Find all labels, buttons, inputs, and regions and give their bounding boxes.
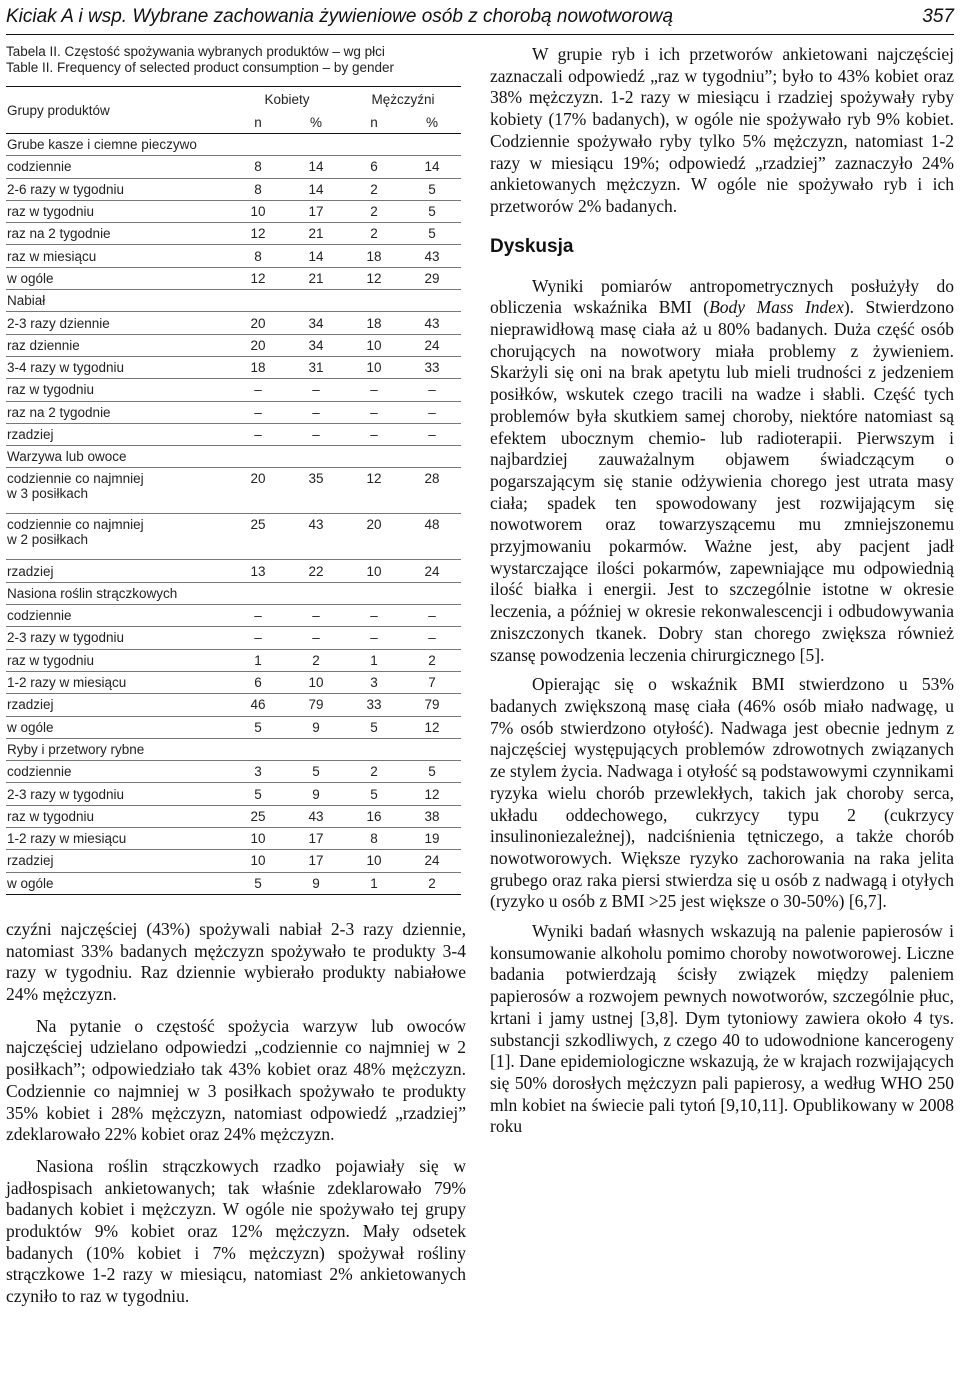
row-label (6, 805, 229, 827)
row-label-line: rzadziej (7, 853, 54, 869)
table-cell: – (370, 382, 378, 398)
table-cell: – (370, 630, 378, 646)
table-cell: 25 (250, 517, 266, 533)
table-row (6, 312, 461, 334)
table-cell: 5 (428, 204, 436, 220)
table-row (6, 423, 461, 445)
women-n-header: n (254, 114, 262, 130)
row-label-line: rzadziej (7, 427, 54, 442)
table-cell: 17 (308, 204, 324, 220)
row-label-line: raz na 2 tygodnie (7, 404, 111, 420)
table-row (6, 156, 461, 178)
table-cell: 33 (366, 697, 382, 713)
table-cell: 17 (308, 831, 324, 847)
table-row (6, 178, 461, 200)
table-cell: – (312, 404, 320, 420)
table-cell: 21 (308, 226, 324, 242)
row-label-line: w ogóle (7, 270, 54, 286)
table-cell: 20 (250, 315, 266, 331)
table-cell: – (312, 630, 320, 646)
table-cell: 10 (250, 853, 266, 869)
row-label (6, 267, 229, 289)
table-cell: 8 (370, 831, 378, 847)
table-cell: 10 (366, 853, 382, 869)
group-row (6, 134, 461, 156)
table-cell: 1 (254, 652, 262, 668)
table-row (6, 761, 461, 783)
row-label-line: codziennie co najmniej (7, 517, 144, 533)
table-cell: 48 (424, 517, 440, 533)
women-header: Kobiety (264, 91, 310, 107)
left-column (6, 44, 466, 1308)
table-row (6, 223, 461, 245)
table-cell: 2 (370, 204, 378, 220)
group-column-header: Grupy produktów (7, 102, 110, 118)
row-label (6, 401, 229, 423)
row-label-line: 2-3 razy w tygodniu (7, 630, 125, 646)
row-label (6, 468, 229, 514)
row-label (6, 223, 229, 245)
row-label (6, 872, 229, 894)
table-cell: 25 (250, 808, 266, 824)
table-cell: 12 (424, 786, 440, 802)
row-label-line: 2-3 razy dziennie (7, 315, 110, 331)
table-cell: 20 (250, 471, 266, 487)
table-cell: 2 (370, 181, 378, 197)
table-cell: 14 (424, 159, 440, 175)
group-title: Warzywa lub owoce (7, 449, 127, 465)
table-cell: 20 (366, 517, 382, 533)
table-cell: 1 (370, 652, 378, 668)
table-row (6, 783, 461, 805)
row-label-line: 2-3 razy w tygodniu (7, 786, 125, 802)
row-label-line: codziennie co najmniej (7, 471, 144, 487)
row-label-line: raz w tygodniu (7, 382, 95, 398)
table-cell: 12 (366, 270, 382, 286)
table-cell: 21 (308, 270, 324, 286)
table-cell: 12 (250, 270, 266, 286)
table-cell: – (428, 404, 436, 420)
row-label (6, 783, 229, 805)
row-label-line: raz w tygodniu (7, 204, 95, 220)
table-row (6, 514, 461, 560)
table-cell: 8 (254, 248, 262, 264)
table-cell: 8 (254, 159, 262, 175)
table-cell: – (370, 404, 378, 420)
section-heading: Dyskusja (490, 235, 574, 257)
group-title: Nabiał (7, 293, 46, 309)
group-title: Ryby i przetwory rybne (7, 741, 145, 757)
table-row (6, 872, 461, 894)
table-row (6, 649, 461, 671)
table-cell: 10 (250, 831, 266, 847)
table-cell: 28 (424, 471, 440, 487)
table-cell: 19 (424, 831, 440, 847)
paragraph: czyźni najczęściej (43%) spożywali nabiał 2-3 razy dziennie, natomiast 33% badanych mężczyzn spożywało te produkty 3-4 razy w tygodniu. Raz dziennie wybierało produkty nabiałowe 24% mężczyzn. (6, 918, 466, 1005)
row-label-line: w ogóle (7, 875, 54, 891)
table-cell: – (312, 608, 320, 624)
row-label (6, 850, 229, 872)
row-label-line: w ogóle (7, 719, 54, 735)
paragraph: Opierając się o wskaźnik BMI stwierdzono u 53% badanych zwiększoną masę ciała (46% osób miało nadwagę, u 7% osób stwierdzono otyłość). Nadwaga jest obecnie jednym z najczęściej występujących problemów zdrowotnych związanych ze stylem życia. Nadwaga i otyłość są podstawowymi czynnikami ryzyka wielu chorób przewlekłych, takich jak choroby serca, układu oddechowego, cukrzycy typu 2 (cukrzycy insulinoniezależnej), nadciśnienia tętniczego, a także chorób nowotworowych. Większe ryzyko zachorowania na raka jelita grubego oraz raka piersi stwierdza się u osób z nadwagą i otyłych (ryzyko u osób z BMI >25 jest większe o 30-50%) [6,7]. (490, 674, 954, 912)
group-row (6, 446, 461, 468)
women-pct-header: % (309, 114, 322, 130)
row-label (6, 828, 229, 850)
paragraph: W grupie ryb i ich przetworów ankietowani najczęściej zaznaczali odpowiedź „raz w tygodniu”; było to 43% kobiet oraz 38% mężczyzn. 1-2 razy w miesiącu i rzadziej spożywały ryby kobiety (17% badanych), w ogóle nie spożywało ryb 9% kobiet. Codziennie spożywało ryby tylko 5% mężczyzn, natomiast 1-2 razy w miesiącu 19%; odpowiedź „rzadziej” zaznaczyło 24% ankietowanych mężczyzn. W ogóle nie spożywało ryb i ich przetworów 2% badanych. (490, 44, 954, 216)
row-label-line: 2-6 razy w tygodniu (7, 181, 125, 197)
table-row (6, 694, 461, 716)
running-header (6, 0, 954, 35)
group-row (6, 738, 461, 760)
row-label (6, 200, 229, 222)
table-cell: – (254, 382, 262, 398)
paragraph: Nasiona roślin strączkowych rzadko pojawiały się w jadłospisach ankietowanych; tak właśnie zdeklarowało 79% badanych kobiet i mężczyzn. W ogóle nie spożywało tej grupy produktów 9% kobiet oraz 12% mężczyzn. Mały odsetek badanych (10% kobiet i 7% mężczyzn) spożywał rośliny strączkowe 1-2 razy w miesiącu, natomiast 2% ankietowanych czyniło to raz w tygodniu. (6, 1155, 466, 1307)
row-label-line: codziennie (7, 159, 72, 175)
table-cell: 38 (424, 808, 440, 824)
page-number: 357 (922, 6, 954, 27)
table-cell: 12 (250, 226, 266, 242)
row-label-line: rzadziej (7, 697, 54, 713)
table-cell: 35 (308, 471, 324, 487)
table-cell: – (370, 427, 378, 442)
table-cell: – (428, 608, 436, 624)
consumption-table (6, 86, 461, 895)
table-cell: 18 (366, 315, 382, 331)
men-header: Mężczyźni (371, 91, 435, 107)
table-cell: 5 (428, 226, 436, 242)
table-cell: 10 (366, 360, 382, 376)
table-cell: 9 (312, 875, 320, 891)
table-cell: – (254, 608, 262, 624)
row-label-line: codziennie (7, 764, 72, 780)
table-row (6, 200, 461, 222)
row-label (6, 649, 229, 671)
row-label (6, 423, 229, 445)
table-cell: 9 (312, 719, 320, 735)
row-label (6, 560, 229, 582)
table-cell: 5 (370, 786, 378, 802)
table-cell: – (254, 404, 262, 420)
table-cell: 24 (424, 337, 440, 353)
table-row (6, 468, 461, 514)
table-row (6, 245, 461, 267)
table-cell: 20 (250, 337, 266, 353)
table-cell: – (428, 427, 436, 442)
table-cell: – (254, 630, 262, 646)
table-cell: 13 (250, 563, 266, 579)
table-row (6, 850, 461, 872)
table-cell: 2 (370, 226, 378, 242)
table-cell: – (428, 382, 436, 398)
table-row (6, 560, 461, 582)
row-label (6, 671, 229, 693)
group-row (6, 582, 461, 604)
table-cell: 10 (366, 337, 382, 353)
table-caption-pl: Tabela II. Częstość spożywania wybranych produktów – wg płci (6, 44, 385, 59)
row-label-line: 1-2 razy w miesiącu (7, 675, 127, 691)
table-cell: 5 (254, 786, 262, 802)
table-cell: – (370, 608, 378, 624)
group-title: Grube kasze i ciemne pieczywo (7, 137, 197, 153)
table-cell: 14 (308, 248, 324, 264)
men-pct-header: % (425, 114, 438, 130)
left-body-text (6, 919, 466, 1308)
table-cell: 18 (366, 248, 382, 264)
table-cell: – (312, 382, 320, 398)
table-cell: 5 (312, 764, 320, 780)
table-cell: 2 (428, 875, 436, 891)
row-label-line: codziennie (7, 608, 72, 624)
table-row (6, 356, 461, 378)
table-cell: 1 (370, 875, 378, 891)
table-cell: 10 (366, 563, 382, 579)
group-title: Nasiona roślin strączkowych (7, 585, 178, 601)
row-label (6, 627, 229, 649)
row-label-line: 3-4 razy w tygodniu (7, 360, 125, 376)
table-row (6, 334, 461, 356)
table-cell: 2 (428, 652, 436, 668)
men-n-header: n (370, 114, 378, 130)
running-title: Kiciak A i wsp. Wybrane zachowania żywieniowe osób z chorobą nowotworową (6, 6, 674, 27)
table-row (6, 828, 461, 850)
table-cell: 24 (424, 853, 440, 869)
row-label (6, 178, 229, 200)
row-label-line: raz dziennie (7, 337, 80, 353)
table-row (6, 627, 461, 649)
table-cell: 2 (312, 652, 320, 668)
table-cell: 29 (424, 270, 440, 286)
table-cell: 5 (428, 764, 436, 780)
table-cell: 17 (308, 853, 324, 869)
table-cell: 5 (254, 875, 262, 891)
right-column (490, 44, 954, 1138)
text-run: Wyniki pomiarów antropometrycznych posłużyły do obliczenia wskaźnika BMI ( (490, 275, 954, 318)
table-cell: 8 (254, 181, 262, 197)
table-cell: 12 (424, 719, 440, 735)
row-label-line: raz na 2 tygodnie (7, 226, 111, 242)
table-cell: 5 (370, 719, 378, 735)
italic-term: Body Mass Index (709, 297, 844, 318)
table-cell: 31 (308, 360, 324, 376)
group-row (6, 290, 461, 312)
table-cell: 14 (308, 181, 324, 197)
table-row (6, 605, 461, 627)
table-cell: 3 (370, 675, 378, 691)
table-cell: 14 (308, 159, 324, 175)
table-row (6, 805, 461, 827)
text-run: ). Stwierdzono nieprawidłową masę ciała aż u 80% badanych. Duża część osób chorujących na nowotwory miała problemy z żywieniem. Skarżyli się oni na brak apetytu lub mieli trudności z jedzeniem posiłków, wskutek czego tracili na wadze i słabli. Część tych problemów była skutkiem samej choroby, niektóre natomiast są efektem ubocznym chemio- lub radioterapii. Pierwszym i najbardziej zauważalnym objawem świadczącym o pogarszającym się stanie odżywienia chorego jest utrata masy ciała; spadek ten spowodowany jest rozwijającym się nowotworem oraz towarzyszącemu mu zmniejszonemu przyjmowaniu pokarmów. Ważne jest, aby pacjent jadł wystarczające ilości pokarmów, zapewniające mu odpowiednią ilość białka i energii. Jest to szczególnie istotne w okresie leczenia, a później w okresie rekonwalescencji i odbudowywania zniszczonych tkanek. Dobry stan chorego zwiększa również szansę powodzenia leczenia chirurgicznego [5]. (490, 297, 954, 665)
table-body (6, 134, 461, 895)
table-cell: 6 (254, 675, 262, 691)
table-cell: 12 (366, 471, 382, 487)
table-cell: 22 (308, 563, 324, 579)
table-cell: 33 (424, 360, 440, 376)
table-cell: 5 (254, 719, 262, 735)
table-cell: 7 (428, 675, 436, 691)
paragraph: Na pytanie o częstość spożycia warzyw lub owoców najczęściej udzielano odpowiedzi „codziennie co najmniej w 2 posiłkach”; odpowiedziało tak 43% kobiet oraz 48% mężczyzn. Codziennie co najmniej w 3 posiłkach spożywało te produkty 35% kobiet i 28% mężczyzn, natomiast odpowiedź „rzadziej” zdeklarowało 22% kobiet oraz 24% mężczyzn. (6, 1015, 466, 1145)
table-cell: 5 (428, 181, 436, 197)
table-row (6, 401, 461, 423)
paragraph (490, 276, 954, 667)
row-label (6, 694, 229, 716)
table-caption (6, 44, 466, 76)
table-cell: 6 (370, 159, 378, 175)
table-row (6, 716, 461, 738)
table-cell: 34 (308, 337, 324, 353)
row-label-line: 1-2 razy w miesiącu (7, 831, 127, 847)
table-cell: 43 (424, 248, 440, 264)
row-label-line: w 3 posiłkach (7, 486, 89, 502)
row-label-line: raz w tygodniu (7, 808, 95, 824)
table-cell: 43 (308, 517, 324, 533)
row-label (6, 156, 229, 178)
row-label-line: rzadziej (7, 563, 54, 579)
table-cell: 24 (424, 563, 440, 579)
row-label (6, 379, 229, 401)
row-label (6, 334, 229, 356)
table-cell: – (428, 630, 436, 646)
table-cell: 18 (250, 360, 266, 376)
table-cell: – (312, 427, 320, 442)
table-cell: 10 (308, 675, 324, 691)
table-cell: 43 (308, 808, 324, 824)
table-cell: 79 (308, 697, 324, 713)
table-cell: 9 (312, 786, 320, 802)
table-cell: – (254, 427, 262, 442)
row-label (6, 761, 229, 783)
row-label-line: raz w miesiącu (7, 248, 97, 264)
row-label (6, 312, 229, 334)
table-cell: 3 (254, 764, 262, 780)
table-caption-en: Table II. Frequency of selected product consumption – by gender (6, 60, 394, 75)
table-row (6, 671, 461, 693)
table-cell: 34 (308, 315, 324, 331)
paragraph: Wyniki badań własnych wskazują na palenie papierosów i konsumowanie alkoholu pomimo choroby nowotworowej. Liczne badania potwierdzają ścisły związek między paleniem papierosów a rozwojem pewnych nowotworów, szczególnie płuc, krtani i jamy ustnej [3,8]. Dym tytoniowy zawiera około 4 tys. substancji szkodliwych, z czego 40 to udowodnione kancerogeny [1]. Dane epidemiologiczne wskazują, że w krajach rozwijających się 50% dorosłych mężczyzn pali papierosy, a według WHO 250 mln kobiet na świecie pali tytoń [9,10,11]. Opublikowany w 2008 roku (490, 921, 955, 1137)
row-label (6, 716, 229, 738)
table-cell: 43 (424, 315, 440, 331)
table-cell: 16 (366, 808, 382, 824)
table-row (6, 267, 461, 289)
row-label (6, 514, 229, 560)
table-cell: 79 (424, 697, 440, 713)
table-cell: 46 (250, 697, 266, 713)
table-cell: 2 (370, 764, 378, 780)
row-label (6, 605, 229, 627)
table-cell: 10 (250, 204, 266, 220)
row-label (6, 245, 229, 267)
row-label (6, 356, 229, 378)
table-row (6, 379, 461, 401)
row-label-line: w 2 posiłkach (7, 532, 89, 548)
row-label-line: raz w tygodniu (7, 652, 95, 668)
